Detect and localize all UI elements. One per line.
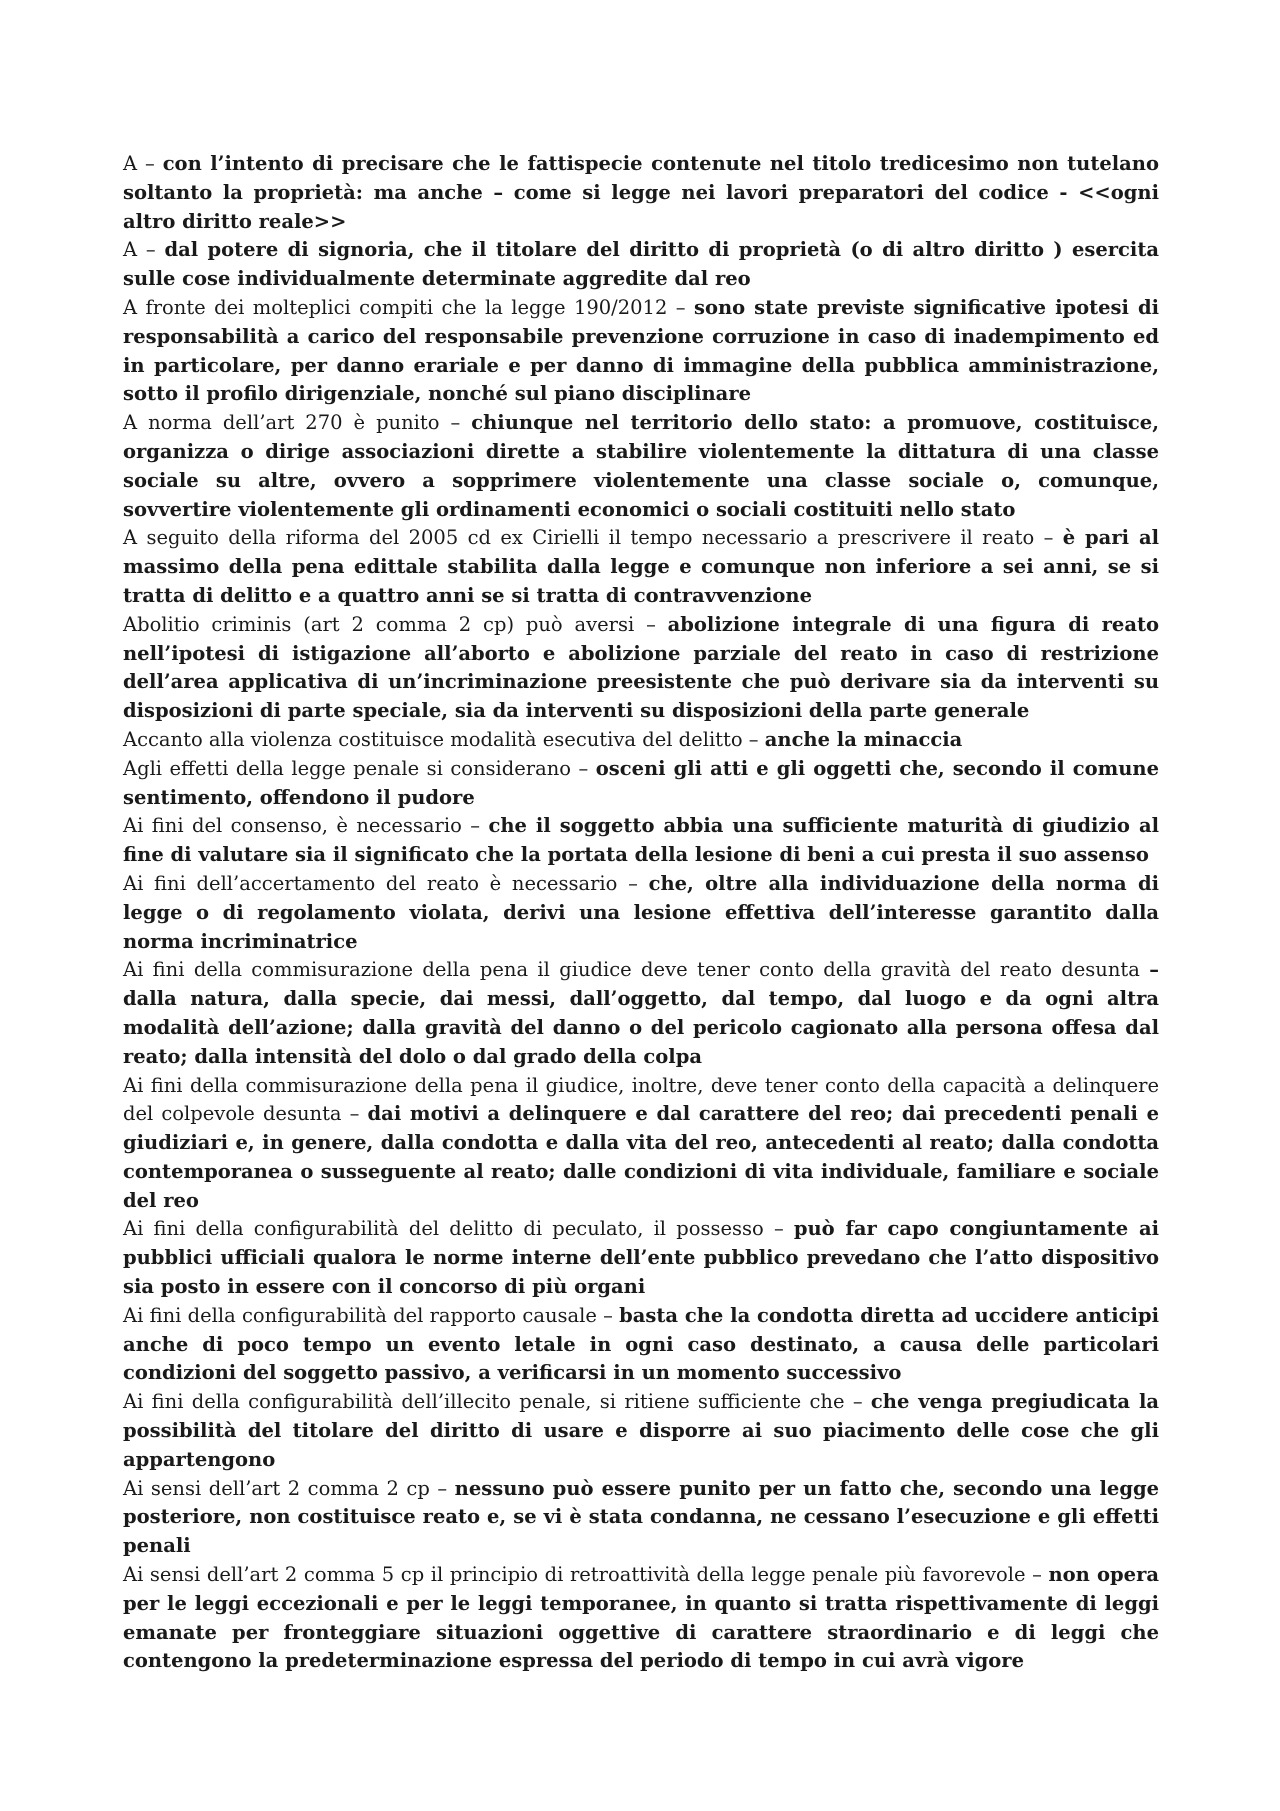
qa-entry — [123, 1302, 1159, 1388]
document-page — [123, 150, 1159, 1676]
answer-text: è pari al massimo della pena edittale stabilita dalla legge e comunque non inferiore a sei anni, se si tratta di delitto e a quattro anni se si tratta di contravvenzione — [123, 526, 1159, 607]
answer-text: che il soggetto abbia una sufficiente maturità di giudizio al fine di valutare sia il significato che la portata della lesione di beni a cui presta il suo assenso — [123, 814, 1159, 867]
answer-text: può far capo congiuntamente ai pubblici ufficiali qualora le norme interne dell’ente pubblico prevedano che l’atto dispositivo sia posto in essere con il concorso di più organi — [123, 1217, 1159, 1299]
question-text: A fronte dei molteplici compiti che la legge 190/2012 – — [123, 295, 694, 319]
question-text: Ai sensi dell’art 2 comma 5 cp il principio di retroattività della legge penale più favorevole – — [123, 1563, 1049, 1587]
answer-text: anche la minaccia — [764, 727, 963, 751]
qa-entry — [123, 1215, 1159, 1301]
question-text: A – — [123, 238, 165, 262]
qa-entry — [123, 755, 1159, 813]
question-text: Ai sensi dell’art 2 comma 2 cp – — [123, 1476, 455, 1500]
qa-entry — [123, 611, 1159, 726]
answer-text: con l’intento di precisare che le fattispecie contenute nel titolo tredicesimo non tutelano soltanto la proprietà: ma anche – come si legge nei lavori preparatori del codice - <<ogni altro diritto reale>> — [123, 152, 1159, 233]
question-text: Ai fini dell’accertamento del reato è necessario – — [123, 871, 649, 895]
answer-text: – dalla natura, dalla specie, dai messi, dall’oggetto, dal tempo, dal luogo e da ogni altra modalità dell’azione; dalla gravità del danno o del pericolo cagionato alla persona offesa dal reato; dalla intensità del dolo o dal grado della colpa — [123, 958, 1159, 1068]
qa-entry — [123, 870, 1159, 956]
answer-text: basta che la condotta diretta ad uccidere anticipi anche di poco tempo un evento letale in ogni caso destinato, a causa delle particolari condizioni del soggetto passivo, a verificarsi in un momento successivo — [123, 1303, 1159, 1385]
qa-entry — [123, 1475, 1159, 1561]
answer-text: chiunque nel territorio dello stato: a promuove, costituisce, organizza o dirige associazioni dirette a stabilire violentemente la dittatura di una classe sociale su altre, ovvero a sopprimere violentemente una classe sociale o, comunque, sovvertire violentemente gli ordinamenti economici o sociali costituiti nello stato — [123, 411, 1159, 521]
qa-entry — [123, 294, 1159, 409]
qa-entry — [123, 726, 1159, 755]
answer-text: dal potere di signoria, che il titolare del diritto di proprietà (o di altro diritto ) esercita sulle cose individualmente determinate aggredite dal reo — [123, 238, 1159, 291]
qa-entry — [123, 956, 1159, 1071]
answer-text: non opera per le leggi eccezionali e per le leggi temporanee, in quanto si tratta rispettivamente di leggi emanate per fronteggiare situazioni oggettive di carattere straordinario e di leggi che contengono la predeterminazione espressa del periodo di tempo in cui avrà vigore — [123, 1563, 1159, 1673]
question-text: Ai fini della configurabilità dell’illecito penale, si ritiene sufficiente che – — [123, 1390, 871, 1414]
answer-text: dai motivi a delinquere e dal carattere del reo; dai precedenti penali e giudiziari e, in genere, dalla condotta e dalla vita del reo, antecedenti al reato; dalla condotta contemporanea o susseguente al reato; dalle condizioni di vita individuale, familiare e sociale del reo — [123, 1102, 1159, 1212]
answer-text: che, oltre alla individuazione della norma di legge o di regolamento violata, derivi una lesione effettiva dell’interesse garantito dalla norma incriminatrice — [123, 871, 1159, 953]
qa-entry — [123, 1561, 1159, 1676]
qa-entry — [123, 409, 1159, 524]
answer-text: nessuno può essere punito per un fatto che, secondo una legge posteriore, non costituisce reato e, se vi è stata condanna, ne cessano l’esecuzione e gli effetti penali — [123, 1476, 1159, 1558]
qa-entry — [123, 812, 1159, 870]
answer-text: osceni gli atti e gli oggetti che, secondo il comune sentimento, offendono il pudore — [123, 756, 1159, 809]
answer-text: che venga pregiudicata la possibilità del titolare del diritto di usare e disporre ai suo piacimento delle cose che gli appartengono — [123, 1390, 1160, 1471]
question-text: Agli effetti della legge penale si considerano – — [123, 756, 596, 780]
qa-entry — [123, 150, 1159, 236]
qa-entry — [123, 524, 1159, 610]
question-text: Ai fini della configurabilità del delitto di peculato, il possesso – — [123, 1217, 794, 1241]
answer-text: abolizione integrale di una figura di reato nell’ipotesi di istigazione all’aborto e abolizione parziale del reato in caso di restrizione dell’area applicativa di un’incriminazione preesistente che può derivare sia da interventi su disposizioni di parte speciale, sia da interventi su disposizioni della parte generale — [123, 612, 1159, 723]
question-text: A seguito della riforma del 2005 cd ex Cirielli il tempo necessario a prescrivere il reato – — [123, 526, 1063, 550]
qa-entry — [123, 1388, 1159, 1474]
answer-text: sono state previste significative ipotesi di responsabilità a carico del responsabile prevenzione corruzione in caso di inadempimento ed in particolare, per danno erariale e per danno di immagine della pubblica amministrazione, sotto il profilo dirigenziale, nonché sul piano disciplinare — [123, 295, 1159, 406]
question-text: Ai fini della configurabilità del rapporto causale – — [123, 1303, 620, 1327]
question-text: Ai fini del consenso, è necessario – — [123, 814, 489, 838]
question-text: Abolitio criminis (art 2 comma 2 cp) può aversi – — [123, 612, 668, 636]
question-text: Ai fini della commisurazione della pena il giudice deve tener conto della gravità del reato desunta — [123, 958, 1150, 982]
question-text: Accanto alla violenza costituisce modalità esecutiva del delitto – — [123, 727, 765, 751]
question-text: Ai fini della commisurazione della pena il giudice, inoltre, deve tener conto della capacità a delinquere del colpevole desunta – — [123, 1073, 1159, 1126]
question-text: A – — [123, 152, 163, 175]
question-text: A norma dell’art 270 è punito – — [123, 411, 472, 435]
qa-entry — [123, 1072, 1159, 1216]
qa-entry — [123, 236, 1159, 294]
